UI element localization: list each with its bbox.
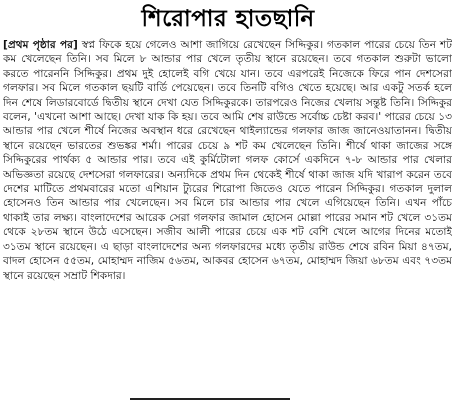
article-body-text: স্বপ্ন ফিকে হয়ে গেলেও আশা জাগিয়ে রেখেছেন সিদ্দিকুর। গতকাল পারের চেয়ে তিন শট কম খেলেছেন তিনি। সব মিলে ৮ আন্ডার পার খেলে তৃতীয় স্থানে রয়েছেন। তবে গতকাল শুরুটা ভালো করতে পারেননি সিদ্দিকুর। প্রথম দুই হোলেই বগি খেয়ে যান। তবে এরপরেই নিজেকে ফিরে পান দেশসেরা গলফার। সব মিলে গতকাল ছয়টি বার্ডি পেয়েছেন। তবে তিনটি বগিও খেতে হয়েছে। আর একটু সতর্ক হলে দিন শেষে লিডারবোর্ডে দ্বিতীয় স্থানে দেখা যেত সিদ্দিকুরকে। তারপরেও নিজের খেলায় সন্তুষ্ট তিনি। সিদ্দিকুর বলেন, 'এখনো আশা আছে। দেখা যাক কি হয়। তবে আমি শেষ রাউন্ডে সর্বোচ্চ চেষ্টা করব।' পারের চেয়ে ১৩ আন্ডার পার খেলে শীর্ষে নিজের অবস্থান ধরে রেখেছেন থাইল্যান্ডের গলফার জাজ জানেওয়াতানন। দ্বিতীয় স্থানে রয়েছেন ভারতের শুভঙ্কর শর্মা। পারের চেয়ে ৯ শট কম খেলেছেন তিনি। শীর্ষে থাকা জাজের সঙ্গে সিদ্দিকুরের পার্থক্য ৫ আন্ডার পার। তবে এই কুর্মিটোলা গলফ কোর্সে একদিনে ৭-৮ আন্ডার পার খেলার অভিজ্ঞতা রয়েছে দেশসেরা গলফারের। অন্যদিকে প্রথম দিন থেকেই শীর্ষে থাকা জাজ যদি খারাপ করেন তবে দেশের মাটিতে প্রথমবারের মতো এশিয়ান ট্যুরের শিরোপা জিতেও যেতে পারেন সিদ্দিকুর। গতকাল দুলাল হোসেনও তিন আন্ডার পার খেলেছেন। সব মিলে চার আন্ডার পার খেলে এগিয়েছেন তিনি। এখন পাঁচে থাকাই তার লক্ষ্য। বাংলাদেশের আরেক সেরা গলফার জামাল হোসেন মোল্লা পারের সমান শট খেলে ৩১তম থেকে ২৮তম স্থানে উঠে এসেছেন। সজীব আলী পারের চেয়ে এক শট বেশি খেলে আগের দিনের মতোই ৩১তম স্থানে রয়েছেন। এ ছাড়া বাংলাদেশের অন্য গলফারদের মধ্যে তৃতীয় রাউন্ড শেষে রবিন মিয়া ৪৭তম, বাদল হোসেন ৫৫তম, মোহাম্মদ নাজিম ৫৬তম, আকবর হোসেন ৬৭তম, মোহাম্মদ জিয়া ৬৮তম এবং ৭৩তম স্থানে রয়েছেন সম্রাট শিকদার। [3, 39, 452, 282]
article-body-column [3, 38, 452, 394]
continuation-tag: [প্রথম পৃষ্ঠার পর] [3, 39, 78, 51]
article-headline: শিরোপার হাতছানি [141, 6, 315, 32]
next-headline-fragment [130, 398, 290, 400]
clipping-cut-edge [0, 395, 456, 402]
article-paragraph [3, 38, 452, 283]
